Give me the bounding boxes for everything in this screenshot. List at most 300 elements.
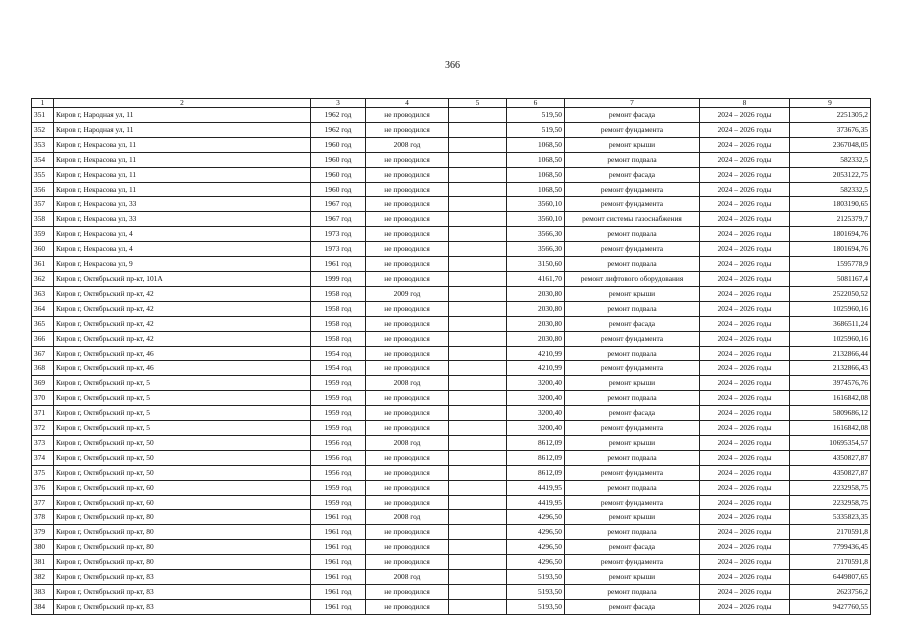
work-type-cell: ремонт крыши — [565, 435, 700, 450]
cost-cell: 2367048,05 — [790, 137, 871, 152]
address-cell: Киров г, Октябрьский пр-кт, 83 — [54, 585, 311, 600]
empty-cell — [449, 301, 507, 316]
period-cell: 2024 – 2026 годы — [700, 465, 790, 480]
row-number: 360 — [32, 242, 54, 257]
empty-cell — [449, 570, 507, 585]
empty-cell — [449, 316, 507, 331]
empty-cell — [449, 510, 507, 525]
last-repair-cell: не проводился — [366, 555, 449, 570]
address-cell: Киров г, Октябрьский пр-кт, 80 — [54, 510, 311, 525]
empty-cell — [449, 450, 507, 465]
row-number: 358 — [32, 212, 54, 227]
last-repair-cell: не проводился — [366, 212, 449, 227]
empty-cell — [449, 406, 507, 421]
period-cell: 2024 – 2026 годы — [700, 435, 790, 450]
build-year-cell: 1961 год — [311, 570, 366, 585]
row-number: 369 — [32, 376, 54, 391]
row-number: 383 — [32, 585, 54, 600]
work-type-cell: ремонт фундамента — [565, 197, 700, 212]
last-repair-cell: не проводился — [366, 495, 449, 510]
work-type-cell: ремонт крыши — [565, 137, 700, 152]
last-repair-cell: не проводился — [366, 271, 449, 286]
period-cell: 2024 – 2026 годы — [700, 585, 790, 600]
empty-cell — [449, 555, 507, 570]
cost-cell: 2623756,2 — [790, 585, 871, 600]
work-type-cell: ремонт фундамента — [565, 555, 700, 570]
work-type-cell: ремонт фундамента — [565, 331, 700, 346]
empty-cell — [449, 152, 507, 167]
cost-cell: 2132866,44 — [790, 346, 871, 361]
period-cell: 2024 – 2026 годы — [700, 555, 790, 570]
last-repair-cell: не проводился — [366, 585, 449, 600]
address-cell: Киров г, Октябрьский пр-кт, 83 — [54, 599, 311, 614]
last-repair-cell: не проводился — [366, 480, 449, 495]
table-row — [32, 167, 871, 182]
area-cell: 1068,50 — [507, 137, 565, 152]
address-cell: Киров г, Некрасова ул, 33 — [54, 197, 311, 212]
period-cell: 2024 – 2026 годы — [700, 301, 790, 316]
area-cell: 4419,95 — [507, 480, 565, 495]
row-number: 362 — [32, 271, 54, 286]
row-number: 352 — [32, 122, 54, 137]
build-year-cell: 1973 год — [311, 242, 366, 257]
column-header: 4 — [366, 99, 449, 108]
empty-cell — [449, 271, 507, 286]
build-year-cell: 1999 год — [311, 271, 366, 286]
row-number: 380 — [32, 540, 54, 555]
period-cell: 2024 – 2026 годы — [700, 137, 790, 152]
build-year-cell: 1959 год — [311, 421, 366, 436]
build-year-cell: 1956 год — [311, 435, 366, 450]
empty-cell — [449, 242, 507, 257]
period-cell: 2024 – 2026 годы — [700, 525, 790, 540]
row-number: 372 — [32, 421, 54, 436]
column-header: 5 — [449, 99, 507, 108]
last-repair-cell: 2008 год — [366, 137, 449, 152]
address-cell: Киров г, Октябрьский пр-кт, 46 — [54, 361, 311, 376]
address-cell: Киров г, Некрасова ул, 11 — [54, 167, 311, 182]
area-cell: 519,50 — [507, 122, 565, 137]
build-year-cell: 1958 год — [311, 286, 366, 301]
empty-cell — [449, 376, 507, 391]
table-row — [32, 376, 871, 391]
work-type-cell: ремонт фасада — [565, 540, 700, 555]
address-cell: Киров г, Октябрьский пр-кт, 42 — [54, 286, 311, 301]
cost-cell: 3686511,24 — [790, 316, 871, 331]
last-repair-cell: не проводился — [366, 316, 449, 331]
table-row — [32, 495, 871, 510]
work-type-cell: ремонт подвала — [565, 480, 700, 495]
work-type-cell: ремонт подвала — [565, 525, 700, 540]
row-number: 364 — [32, 301, 54, 316]
column-header: 9 — [790, 99, 871, 108]
cost-cell: 5809686,12 — [790, 406, 871, 421]
area-cell: 2030,80 — [507, 331, 565, 346]
last-repair-cell: не проводился — [366, 197, 449, 212]
area-cell: 3200,40 — [507, 391, 565, 406]
last-repair-cell: не проводился — [366, 421, 449, 436]
table-row — [32, 391, 871, 406]
work-type-cell: ремонт подвала — [565, 450, 700, 465]
period-cell: 2024 – 2026 годы — [700, 167, 790, 182]
area-cell: 5193,50 — [507, 585, 565, 600]
period-cell: 2024 – 2026 годы — [700, 421, 790, 436]
row-number: 356 — [32, 182, 54, 197]
work-type-cell: ремонт крыши — [565, 286, 700, 301]
table-row — [32, 286, 871, 301]
table-row — [32, 242, 871, 257]
row-number: 367 — [32, 346, 54, 361]
period-cell: 2024 – 2026 годы — [700, 599, 790, 614]
cost-cell: 4350827,87 — [790, 465, 871, 480]
work-type-cell: ремонт фундамента — [565, 122, 700, 137]
row-number: 377 — [32, 495, 54, 510]
row-number: 382 — [32, 570, 54, 585]
table-row — [32, 137, 871, 152]
last-repair-cell: не проводился — [366, 361, 449, 376]
build-year-cell: 1961 год — [311, 599, 366, 614]
cost-cell: 10695354,57 — [790, 435, 871, 450]
column-header: 8 — [700, 99, 790, 108]
period-cell: 2024 – 2026 годы — [700, 510, 790, 525]
cost-cell: 373676,35 — [790, 122, 871, 137]
empty-cell — [449, 346, 507, 361]
table-row — [32, 152, 871, 167]
last-repair-cell: не проводился — [366, 406, 449, 421]
build-year-cell: 1967 год — [311, 197, 366, 212]
address-cell: Киров г, Октябрьский пр-кт, 5 — [54, 391, 311, 406]
work-type-cell: ремонт фундамента — [565, 242, 700, 257]
row-number: 373 — [32, 435, 54, 450]
cost-cell: 2053122,75 — [790, 167, 871, 182]
last-repair-cell: не проводился — [366, 257, 449, 272]
build-year-cell: 1959 год — [311, 376, 366, 391]
period-cell: 2024 – 2026 годы — [700, 570, 790, 585]
column-header: 1 — [32, 99, 54, 108]
empty-cell — [449, 391, 507, 406]
build-year-cell: 1959 год — [311, 480, 366, 495]
row-number: 353 — [32, 137, 54, 152]
area-cell: 1068,50 — [507, 152, 565, 167]
cost-cell: 1801694,76 — [790, 227, 871, 242]
table-row — [32, 570, 871, 585]
period-cell: 2024 – 2026 годы — [700, 286, 790, 301]
address-cell: Киров г, Октябрьский пр-кт, 60 — [54, 495, 311, 510]
period-cell: 2024 – 2026 годы — [700, 316, 790, 331]
row-number: 384 — [32, 599, 54, 614]
area-cell: 4296,50 — [507, 525, 565, 540]
table-row — [32, 182, 871, 197]
address-cell: Киров г, Октябрьский пр-кт, 80 — [54, 540, 311, 555]
address-cell: Киров г, Некрасова ул, 9 — [54, 257, 311, 272]
row-number: 376 — [32, 480, 54, 495]
area-cell: 8612,09 — [507, 450, 565, 465]
row-number: 374 — [32, 450, 54, 465]
table-row — [32, 555, 871, 570]
cost-cell: 582332,5 — [790, 182, 871, 197]
empty-cell — [449, 421, 507, 436]
area-cell: 3566,30 — [507, 227, 565, 242]
empty-cell — [449, 227, 507, 242]
area-cell: 2030,80 — [507, 286, 565, 301]
capital-repair-table — [31, 98, 871, 615]
last-repair-cell: не проводился — [366, 301, 449, 316]
work-type-cell: ремонт фасада — [565, 108, 700, 123]
table-row — [32, 316, 871, 331]
cost-cell: 2170591,8 — [790, 555, 871, 570]
last-repair-cell: не проводился — [366, 167, 449, 182]
empty-cell — [449, 495, 507, 510]
table-row — [32, 331, 871, 346]
build-year-cell: 1959 год — [311, 495, 366, 510]
area-cell: 3200,40 — [507, 376, 565, 391]
period-cell: 2024 – 2026 годы — [700, 227, 790, 242]
last-repair-cell: не проводился — [366, 242, 449, 257]
empty-cell — [449, 540, 507, 555]
work-type-cell: ремонт подвала — [565, 346, 700, 361]
period-cell: 2024 – 2026 годы — [700, 212, 790, 227]
table-row — [32, 122, 871, 137]
empty-cell — [449, 197, 507, 212]
empty-cell — [449, 212, 507, 227]
area-cell: 2030,80 — [507, 316, 565, 331]
period-cell: 2024 – 2026 годы — [700, 540, 790, 555]
empty-cell — [449, 137, 507, 152]
address-cell: Киров г, Октябрьский пр-кт, 60 — [54, 480, 311, 495]
last-repair-cell: не проводился — [366, 346, 449, 361]
work-type-cell: ремонт фасада — [565, 599, 700, 614]
table-row — [32, 197, 871, 212]
work-type-cell: ремонт фундамента — [565, 421, 700, 436]
cost-cell: 1595778,9 — [790, 257, 871, 272]
area-cell: 2030,80 — [507, 301, 565, 316]
last-repair-cell: не проводился — [366, 465, 449, 480]
build-year-cell: 1958 год — [311, 301, 366, 316]
row-number: 359 — [32, 227, 54, 242]
empty-cell — [449, 361, 507, 376]
address-cell: Киров г, Октябрьский пр-кт, 83 — [54, 570, 311, 585]
address-cell: Киров г, Некрасова ул, 11 — [54, 152, 311, 167]
table-row — [32, 450, 871, 465]
address-cell: Киров г, Октябрьский пр-кт, 50 — [54, 450, 311, 465]
row-number: 371 — [32, 406, 54, 421]
period-cell: 2024 – 2026 годы — [700, 108, 790, 123]
cost-cell: 5335823,35 — [790, 510, 871, 525]
build-year-cell: 1960 год — [311, 137, 366, 152]
area-cell: 3560,10 — [507, 197, 565, 212]
area-cell: 5193,50 — [507, 570, 565, 585]
work-type-cell: ремонт подвала — [565, 152, 700, 167]
area-cell: 5193,50 — [507, 599, 565, 614]
cost-cell: 1616842,08 — [790, 421, 871, 436]
period-cell: 2024 – 2026 годы — [700, 271, 790, 286]
period-cell: 2024 – 2026 годы — [700, 182, 790, 197]
table-row — [32, 585, 871, 600]
period-cell: 2024 – 2026 годы — [700, 257, 790, 272]
work-type-cell: ремонт фасада — [565, 167, 700, 182]
area-cell: 519,50 — [507, 108, 565, 123]
address-cell: Киров г, Октябрьский пр-кт, 42 — [54, 301, 311, 316]
work-type-cell: ремонт подвала — [565, 585, 700, 600]
cost-cell: 2522050,52 — [790, 286, 871, 301]
address-cell: Киров г, Октябрьский пр-кт, 50 — [54, 465, 311, 480]
build-year-cell: 1959 год — [311, 406, 366, 421]
period-cell: 2024 – 2026 годы — [700, 376, 790, 391]
build-year-cell: 1961 год — [311, 555, 366, 570]
address-cell: Киров г, Некрасова ул, 4 — [54, 227, 311, 242]
empty-cell — [449, 167, 507, 182]
build-year-cell: 1958 год — [311, 331, 366, 346]
empty-cell — [449, 585, 507, 600]
cost-cell: 2251305,2 — [790, 108, 871, 123]
row-number: 366 — [32, 331, 54, 346]
build-year-cell: 1954 год — [311, 346, 366, 361]
work-type-cell: ремонт крыши — [565, 570, 700, 585]
last-repair-cell: не проводился — [366, 122, 449, 137]
table-row — [32, 510, 871, 525]
page-number: 366 — [445, 60, 460, 71]
empty-cell — [449, 286, 507, 301]
work-type-cell: ремонт фундамента — [565, 495, 700, 510]
build-year-cell: 1959 год — [311, 391, 366, 406]
work-type-cell: ремонт системы газоснабжения — [565, 212, 700, 227]
area-cell: 3150,60 — [507, 257, 565, 272]
address-cell: Киров г, Некрасова ул, 33 — [54, 212, 311, 227]
build-year-cell: 1956 год — [311, 450, 366, 465]
build-year-cell: 1960 год — [311, 182, 366, 197]
period-cell: 2024 – 2026 годы — [700, 450, 790, 465]
area-cell: 4296,50 — [507, 540, 565, 555]
work-type-cell: ремонт фундамента — [565, 182, 700, 197]
period-cell: 2024 – 2026 годы — [700, 346, 790, 361]
cost-cell: 2170591,8 — [790, 525, 871, 540]
column-header: 3 — [311, 99, 366, 108]
build-year-cell: 1962 год — [311, 108, 366, 123]
build-year-cell: 1961 год — [311, 510, 366, 525]
period-cell: 2024 – 2026 годы — [700, 152, 790, 167]
area-cell: 4210,99 — [507, 361, 565, 376]
work-type-cell: ремонт подвала — [565, 301, 700, 316]
area-cell: 4210,99 — [507, 346, 565, 361]
area-cell: 4419,95 — [507, 495, 565, 510]
build-year-cell: 1962 год — [311, 122, 366, 137]
row-number: 379 — [32, 525, 54, 540]
table-row — [32, 271, 871, 286]
area-cell: 1068,50 — [507, 182, 565, 197]
period-cell: 2024 – 2026 годы — [700, 361, 790, 376]
cost-cell: 9427760,55 — [790, 599, 871, 614]
build-year-cell: 1973 год — [311, 227, 366, 242]
period-cell: 2024 – 2026 годы — [700, 495, 790, 510]
table-row — [32, 227, 871, 242]
address-cell: Киров г, Октябрьский пр-кт, 42 — [54, 316, 311, 331]
empty-cell — [449, 435, 507, 450]
period-cell: 2024 – 2026 годы — [700, 197, 790, 212]
work-type-cell: ремонт подвала — [565, 227, 700, 242]
empty-cell — [449, 108, 507, 123]
area-cell: 8612,09 — [507, 435, 565, 450]
row-number: 363 — [32, 286, 54, 301]
work-type-cell: ремонт лифтового оборудования — [565, 271, 700, 286]
row-number: 365 — [32, 316, 54, 331]
table-row — [32, 346, 871, 361]
build-year-cell: 1960 год — [311, 167, 366, 182]
last-repair-cell: не проводился — [366, 525, 449, 540]
area-cell: 4296,50 — [507, 510, 565, 525]
table-row — [32, 421, 871, 436]
work-type-cell: ремонт подвала — [565, 391, 700, 406]
table-body — [32, 108, 871, 615]
period-cell: 2024 – 2026 годы — [700, 391, 790, 406]
last-repair-cell: не проводился — [366, 108, 449, 123]
work-type-cell: ремонт фундамента — [565, 465, 700, 480]
column-header: 6 — [507, 99, 565, 108]
address-cell: Киров г, Октябрьский пр-кт, 50 — [54, 435, 311, 450]
cost-cell: 4350827,87 — [790, 450, 871, 465]
area-cell: 3566,30 — [507, 242, 565, 257]
address-cell: Киров г, Некрасова ул, 4 — [54, 242, 311, 257]
build-year-cell: 1960 год — [311, 152, 366, 167]
table-row — [32, 435, 871, 450]
address-cell: Киров г, Некрасова ул, 11 — [54, 137, 311, 152]
last-repair-cell: не проводился — [366, 331, 449, 346]
cost-cell: 2125379,7 — [790, 212, 871, 227]
cost-cell: 2132866,43 — [790, 361, 871, 376]
cost-cell: 1616842,08 — [790, 391, 871, 406]
area-cell: 3200,40 — [507, 421, 565, 436]
build-year-cell: 1958 год — [311, 316, 366, 331]
cost-cell: 3974576,76 — [790, 376, 871, 391]
work-type-cell: ремонт крыши — [565, 510, 700, 525]
last-repair-cell: 2008 год — [366, 435, 449, 450]
last-repair-cell: не проводился — [366, 599, 449, 614]
last-repair-cell: 2008 год — [366, 376, 449, 391]
row-number: 375 — [32, 465, 54, 480]
last-repair-cell: не проводился — [366, 391, 449, 406]
address-cell: Киров г, Народная ул, 11 — [54, 122, 311, 137]
address-cell: Киров г, Октябрьский пр-кт, 5 — [54, 376, 311, 391]
row-number: 351 — [32, 108, 54, 123]
cost-cell: 5081167,4 — [790, 271, 871, 286]
row-number: 361 — [32, 257, 54, 272]
table-row — [32, 540, 871, 555]
build-year-cell: 1961 год — [311, 540, 366, 555]
cost-cell: 1801694,76 — [790, 242, 871, 257]
build-year-cell: 1961 год — [311, 257, 366, 272]
column-header: 2 — [54, 99, 311, 108]
row-number: 368 — [32, 361, 54, 376]
period-cell: 2024 – 2026 годы — [700, 406, 790, 421]
empty-cell — [449, 599, 507, 614]
row-number: 357 — [32, 197, 54, 212]
empty-cell — [449, 331, 507, 346]
address-cell: Киров г, Октябрьский пр-кт, 80 — [54, 525, 311, 540]
address-cell: Киров г, Октябрьский пр-кт, 101А — [54, 271, 311, 286]
build-year-cell: 1961 год — [311, 585, 366, 600]
area-cell: 1068,50 — [507, 167, 565, 182]
table-row — [32, 465, 871, 480]
row-number: 381 — [32, 555, 54, 570]
build-year-cell: 1956 год — [311, 465, 366, 480]
cost-cell: 1025960,16 — [790, 331, 871, 346]
address-cell: Киров г, Народная ул, 11 — [54, 108, 311, 123]
empty-cell — [449, 122, 507, 137]
header-row — [32, 99, 871, 108]
row-number: 370 — [32, 391, 54, 406]
last-repair-cell: не проводился — [366, 227, 449, 242]
address-cell: Киров г, Октябрьский пр-кт, 46 — [54, 346, 311, 361]
build-year-cell: 1954 год — [311, 361, 366, 376]
